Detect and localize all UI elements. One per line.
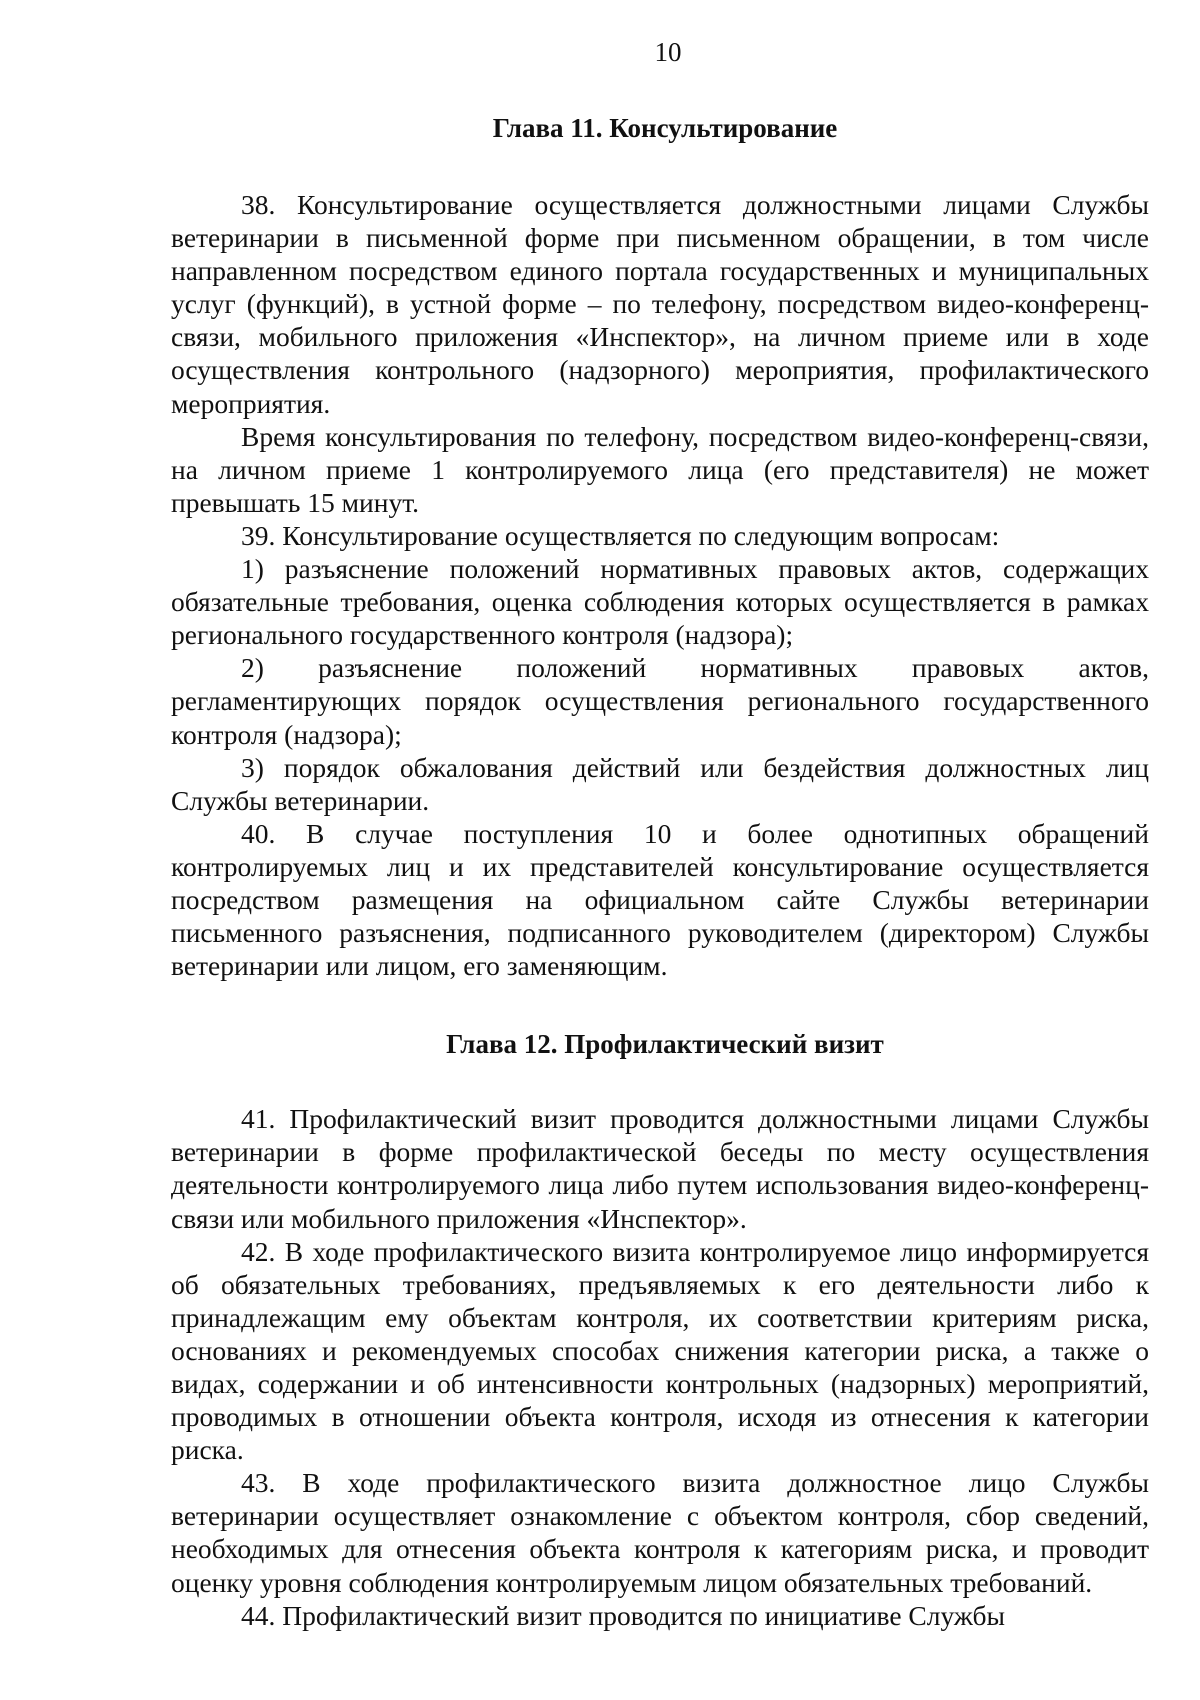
paragraph-41: 41. Профилактический визит проводится должностными лицами Службы ветеринарии в форме профилактической беседы по месту осуществления деятельности контролируемого лица либо путем использования видео-конференц-связи или мобильного приложения «Инспектор». <box>171 1103 1149 1234</box>
paragraph-42: 42. В ходе профилактического визита контролируемое лицо информируется об обязательных требованиях, предъявляемых к его деятельности либо к принадлежащим ему объектам контроля, их соответствии критериям риска, основаниях и рекомендуемых способах снижения категории риска, а также о видах, содержании и об интенсивности контрольных (надзорных) мероприятий, проводимых в отношении объекта контроля, исходя из отнесения к категории риска. <box>171 1235 1149 1466</box>
paragraph-38: 38. Консультирование осуществляется должностными лицами Службы ветеринарии в письменной форме при письменном обращении, в том числе направленном посредством единого портала государственных и муниципальных услуг (функций), в устной форме – по телефону, посредством видео-конференц-связи, мобильного приложения «Инспектор», на личном приеме или в ходе осуществления контрольного (надзорного) мероприятия, профилактического мероприятия. <box>171 189 1149 419</box>
paragraph-38-time: Время консультирования по телефону, посредством видео-конференц-связи, на личном приеме 1 контролируемого лица (его представителя) не может превышать 15 минут. <box>171 420 1149 518</box>
paragraph-39: 39. Консультирование осуществляется по следующим вопросам: <box>241 519 1000 551</box>
paragraph-40: 40. В случае поступления 10 и более однотипных обращений контролируемых лиц и их представителей консультирование осуществляется посредством размещения на официальном сайте Службы ветеринарии письменного разъяснения, подписанного руководителем (директором) Службы ветеринарии или лицом, его заменяющим. <box>171 817 1149 982</box>
paragraph-39-item-1: 1) разъяснение положений нормативных правовых актов, содержащих обязательные требования, оценка соблюдения которых осуществляется в рамках регионального государственного контроля (надзора); <box>171 553 1149 651</box>
paragraph-39-item-2: 2) разъяснение положений нормативных правовых актов, регламентирующих порядок осуществления регионального государственного контроля (надзора); <box>171 652 1149 750</box>
document-page <box>171 34 1149 1674</box>
chapter-12-title: Глава 12. Профилактический визит <box>446 1029 884 1060</box>
chapter-11-title: Глава 11. Консультирование <box>492 113 838 143</box>
paragraph-43: 43. В ходе профилактического визита должностное лицо Службы ветеринарии осуществляет ознакомление с объектом контроля, сбор сведений, необходимых для отнесения объекта контроля к категориям риска, и проводит оценку уровня соблюдения контролируемым лицом обязательных требований. <box>171 1467 1149 1598</box>
chapter-12 <box>171 1026 1149 1632</box>
chapter-11 <box>171 110 1149 982</box>
page-number: 10 <box>654 37 682 67</box>
paragraph-39-item-3: 3) порядок обжалования действий или бездействия должностных лиц Службы ветеринарии. <box>171 751 1149 816</box>
paragraph-44: 44. Профилактический визит проводится по инициативе Службы <box>241 1599 1005 1631</box>
